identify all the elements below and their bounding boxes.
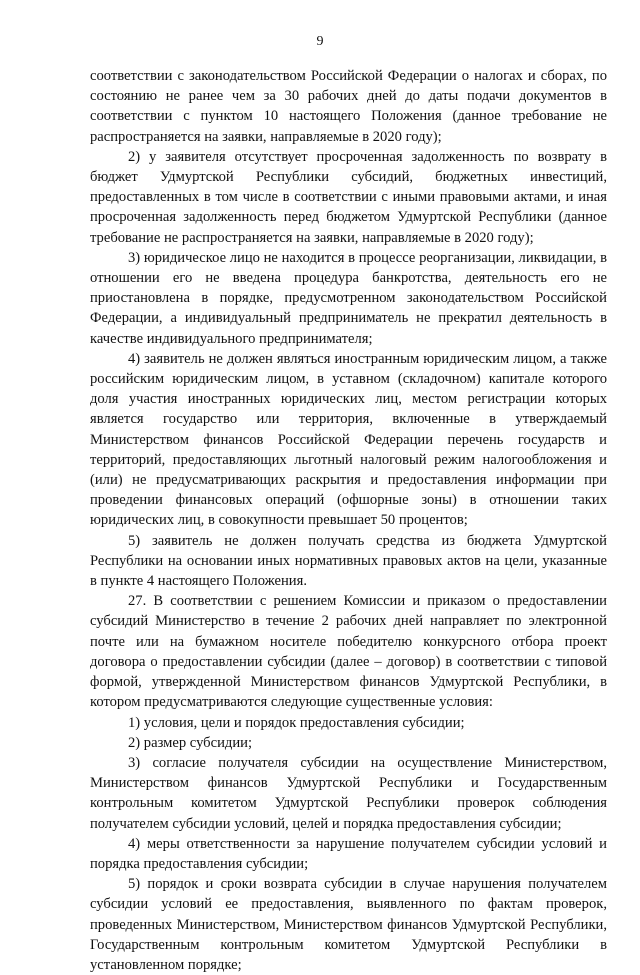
paragraph-clause-27: 27. В соответствии с решением Комиссии и приказом о предоставлении субсидий Министерство в течение 2 рабочих дней направляет по электронной почте или на бумажном носителе победителю конкурсного отбора проект договора о предоставлении субсидии (далее – договор) в соответствии с типовой формой, утвержденной Министерством финансов Удмуртской Республики, в котором предусматриваются следующие существенные условия:	[90, 593, 607, 711]
condition-item-5: 5) порядок и сроки возврата субсидии в случае нарушения получателем субсидии условий ее предоставления, выявленного по фактам проверок, проведенных Министерством, Министерством финансов Удмуртской Республики, Государственным контрольным комитетом Удмуртской Республики в установленном порядке;	[90, 876, 607, 973]
condition-item-2: 2) размер субсидии;	[128, 734, 252, 751]
paragraph-continuation: соответствии с законодательством Российской Федерации о налогах и сборах, по состоянию не ранее чем за 30 рабочих дней до даты подачи документов в соответствии с пунктом 10 настоящего Положения (данное требование не распространяется на заявки, направляемые в 2020 году);	[90, 68, 607, 145]
paragraph-item-4: 4) заявитель не должен являться иностранным юридическим лицом, а также российским юридическим лицом, в уставном (складочном) капитале которого доля участия иностранных юридических лиц, местом регистрации которых является государство или территория, включенные в утверждаемый Министерством финансов Российской Федерации перечень государств и территорий, предоставляющих льготный налоговый режим налогообложения и (или) не предусматривающих раскрытия и предоставления информации при проведении финансовых операций (офшорные зоны) в отношении таких юридических лиц, в совокупности превышает 50 процентов;	[90, 350, 607, 529]
paragraph-item-2: 2) у заявителя отсутствует просроченная задолженность по возврату в бюджет Удмуртской Республики субсидий, бюджетных инвестиций, предоставленных в том числе в соответствии с иными правовыми актами, и иная просроченная задолженность перед бюджетом Удмуртской Республики (данное требование не распространяется на заявки, направляемые в 2020 году);	[90, 148, 607, 246]
paragraph-item-5: 5) заявитель не должен получать средства из бюджета Удмуртской Республики на основании иных нормативных правовых актов на цели, указанные в пункте 4 настоящего Положения.	[90, 532, 607, 590]
condition-item-3: 3) согласие получателя субсидии на осуществление Министерством, Министерством финансов Удмуртской Республики и Государственным контрольным комитетом Удмуртской Республики проверок соблюдения получателем субсидии условий, целей и порядка предоставления субсидии;	[90, 754, 607, 832]
condition-item-4: 4) меры ответственности за нарушение получателем субсидии условий и порядка предоставления субсидии;	[90, 835, 607, 872]
page-number: 9	[316, 34, 324, 49]
condition-item-1: 1) условия, цели и порядок предоставления субсидии;	[128, 714, 465, 731]
paragraph-item-3: 3) юридическое лицо не находится в процессе реорганизации, ликвидации, в отношении его не введена процедура банкротства, деятельность его не приостановлена в порядке, предусмотренном законодательством Российской Федерации, а индивидуальный предприниматель не прекратил деятельность в качестве индивидуального предпринимателя;	[90, 249, 607, 347]
document-body	[90, 66, 607, 975]
